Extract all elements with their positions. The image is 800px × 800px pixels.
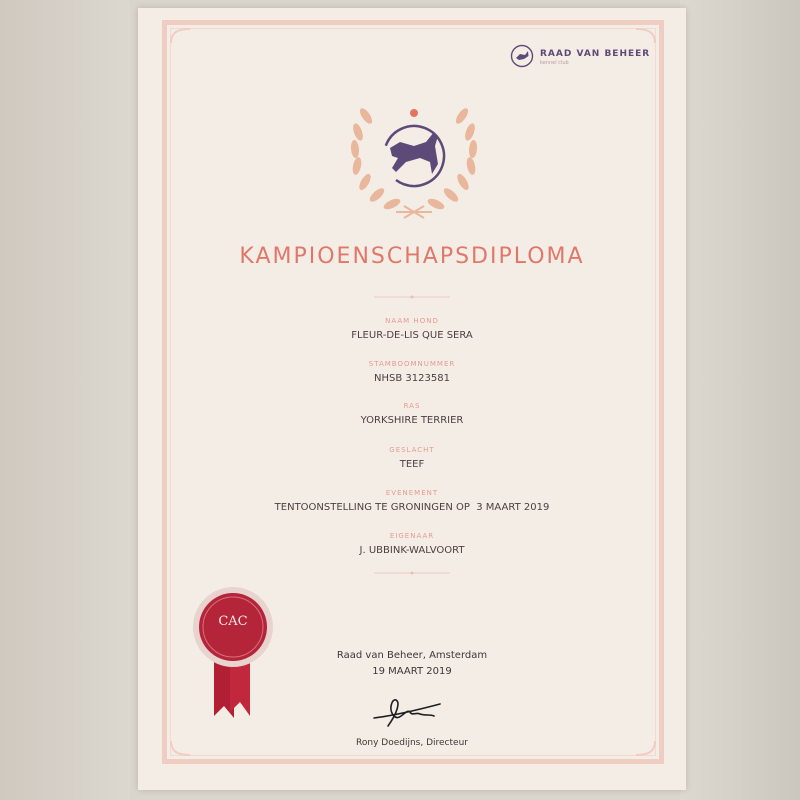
field-value-breed: YORKSHIRE TERRIER	[360, 415, 464, 426]
issuer-place: Raad van Beheer, Amsterdam	[336, 650, 488, 661]
issue-date: 19 MAART 2019	[372, 666, 452, 677]
field-label-event: EVENEMENT	[385, 489, 439, 497]
field-label-sex: GESLACHT	[389, 446, 435, 454]
corner-ornament-icon	[168, 26, 194, 46]
field-label-breed: RAS	[403, 402, 421, 410]
corner-ornament-icon	[632, 26, 658, 46]
divider-ornament-icon	[362, 570, 462, 576]
background-left	[0, 0, 130, 800]
field-value-event: TENTOONSTELLING TE GRONINGEN OP 3 MAART 2019	[274, 502, 550, 513]
background-right	[680, 0, 800, 800]
laurel-dog-emblem-icon	[334, 76, 494, 226]
seal-label: CAC	[218, 614, 248, 629]
field-label-pedigree-number: STAMBOOMNUMMER	[368, 360, 456, 368]
field-value-pedigree-number: NHSB 3123581	[374, 373, 450, 384]
divider-ornament-icon	[362, 294, 462, 300]
signature-icon	[370, 694, 454, 730]
field-value-owner: J. UBBINK-WALVOORT	[359, 545, 465, 556]
field-label-owner: EIGENAAR	[389, 532, 435, 540]
logo-text: RAAD VAN BEHEER	[540, 49, 651, 59]
diploma-title: KAMPIOENSCHAPSDIPLOMA	[239, 244, 585, 269]
brand-logo	[510, 44, 650, 70]
field-value-dog-name: FLEUR-DE-LIS QUE SERA	[351, 330, 473, 341]
field-label-dog-name: NAAM HOND	[385, 317, 439, 325]
signatory-name: Rony Doedijns, Directeur	[356, 738, 468, 748]
logo-tagline: kennel club	[540, 60, 569, 66]
diploma-document	[138, 8, 686, 790]
field-value-sex: TEEF	[399, 459, 425, 470]
dog-logo-icon	[510, 44, 534, 68]
